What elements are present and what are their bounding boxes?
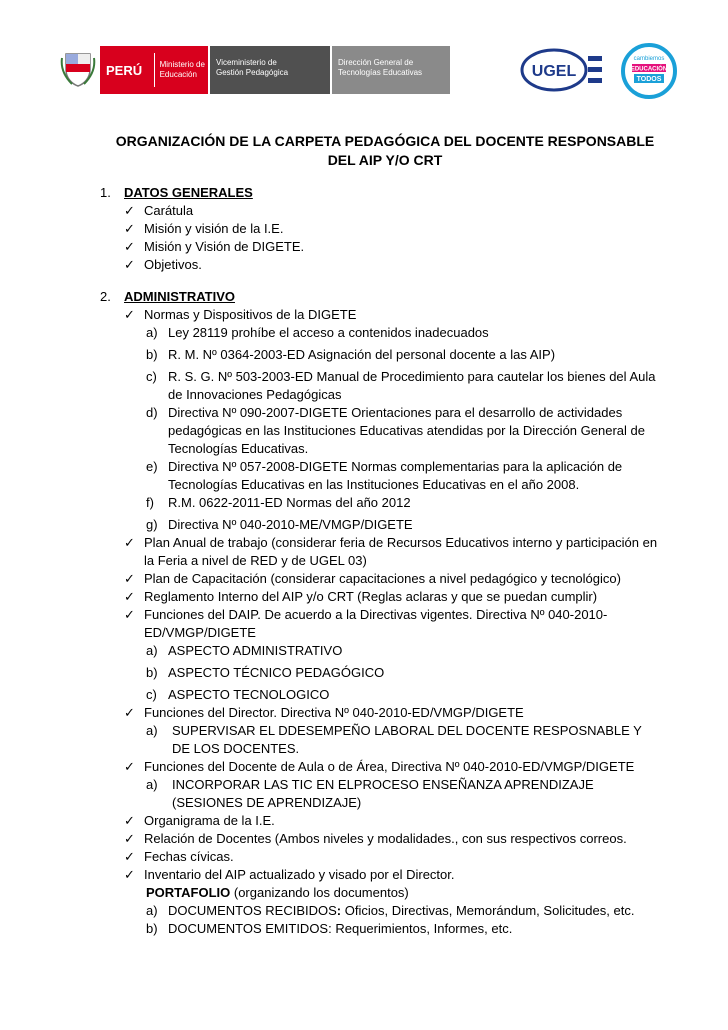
check-icon: ✓ <box>124 239 135 254</box>
document-body <box>100 132 660 938</box>
check-icon: ✓ <box>124 257 135 272</box>
sub-item: b) ASPECTO TÉCNICO PEDAGÓGICO <box>146 665 385 680</box>
check-icon: ✓ <box>124 813 135 828</box>
peru-ministerio-logo <box>100 46 208 94</box>
ministerio-label: Ministerio de Educación <box>159 60 205 79</box>
sub-item: a) Ley 28119 prohíbe el acceso a contenidos inadecuados <box>146 325 489 340</box>
check-icon: ✓ <box>124 831 135 846</box>
sub-item: a) DOCUMENTOS RECIBIDOS: Oficios, Directivas, Memorándum, Solicitudes, etc. <box>146 903 635 918</box>
list-item-funciones-director: ✓ Funciones del Director. Directiva Nº 040-2010-ED/VMGP/DIGETE <box>124 705 524 720</box>
list-item: ✓ Misión y visión de la I.E. <box>124 221 284 236</box>
list-item-plan-capacitacion: ✓ Plan de Capacitación (considerar capacitaciones a nivel pedagógico y tecnológico) <box>124 571 621 586</box>
section-administrativo: 2. ADMINISTRATIVO <box>100 289 235 304</box>
check-icon: ✓ <box>124 849 135 864</box>
ugel-label: UGEL <box>531 63 577 80</box>
sub-item: e) Directiva Nº 057-2008-DIGETE Normas complementarias para la aplicación de Tecnologías Educativas en las Instituciones Educativas en el año 2008. <box>146 459 623 492</box>
list-item-normas: ✓ Normas y Dispositivos de la DIGETE <box>124 307 357 322</box>
sub-item: b) DOCUMENTOS EMITIDOS: Requerimientos, Informes, etc. <box>146 921 513 936</box>
sub-item: c) ASPECTO TECNOLOGICO <box>146 687 330 702</box>
list-item: ✓ Misión y Visión de DIGETE. <box>124 239 305 254</box>
list-item: ✓ Carátula <box>124 203 194 218</box>
list-item-relacion: ✓ Relación de Docentes (Ambos niveles y modalidades., con sus respectivos correos. <box>124 831 627 846</box>
sub-item: b) R. M. Nº 0364-2003-ED Asignación del personal docente a las AIP) <box>146 347 556 362</box>
list-item-inventario: ✓ Inventario del AIP actualizado y visado por el Director. <box>124 867 455 882</box>
svg-text:TODOS: TODOS <box>636 76 662 83</box>
list-item-funciones-daip: ✓ Funciones del DAIP. De acuerdo a la Directivas vigentes. Directiva Nº 040-2010-ED/VMGP/DIGETE <box>124 607 608 640</box>
list-item-organigrama: ✓ Organigrama de la I.E. <box>124 813 275 828</box>
viceministerio-label: Viceministerio de Gestión Pedagógica <box>216 58 289 77</box>
sub-item: a) SUPERVISAR EL DDESEMPEÑO LABORAL DEL DOCENTE RESPOSNABLE Y DE LOS DOCENTES. <box>146 723 642 756</box>
list-item-reglamento: ✓ Reglamento Interno del AIP y/o CRT (Reglas aclaras y que se puedan cumplir) <box>124 589 598 604</box>
sub-item: f) R.M. 0622-2011-ED Normas del año 2012 <box>146 495 411 510</box>
sub-item: a) INCORPORAR LAS TIC EN ELPROCESO ENSEÑANZA APRENDIZAJE (SESIONES DE APRENDIZAJE) <box>146 777 594 810</box>
svg-text:EDUCACIÓN: EDUCACIÓN <box>630 66 668 73</box>
section-datos-generales: 1. DATOS GENERALES <box>100 185 253 200</box>
svg-text:cambiemos: cambiemos <box>633 56 665 62</box>
check-icon: ✓ <box>124 221 135 236</box>
list-item-fechas: ✓ Fechas cívicas. <box>124 849 234 864</box>
list-item-plan-anual: ✓ Plan Anual de trabajo (considerar feria de Recursos Educativos interno y participación en la Feria a nivel de RED y de UGEL 03) <box>124 535 658 568</box>
check-icon: ✓ <box>124 705 135 720</box>
check-icon: ✓ <box>124 571 135 586</box>
check-icon: ✓ <box>124 867 135 882</box>
check-icon: ✓ <box>124 759 135 774</box>
peru-label: PERÚ <box>106 62 143 78</box>
sub-item: a) ASPECTO ADMINISTRATIVO <box>146 643 343 658</box>
ugel-logo <box>520 46 606 94</box>
direccion-label: Dirección General de Tecnologías Educativas <box>338 58 423 77</box>
portafolio-heading: PORTAFOLIO (organizando los documentos) <box>146 885 409 900</box>
header-logos <box>60 42 668 100</box>
viceministerio-banner <box>210 46 330 94</box>
sub-item: d) Directiva Nº 090-2007-DIGETE Orientaciones para el desarrollo de actividades pedagógicas en las Instituciones Educativas atendidas por la Dirección General de Tecnologías Educativas. <box>146 405 645 456</box>
list-item: ✓ Objetivos. <box>124 257 202 272</box>
check-icon: ✓ <box>124 307 135 322</box>
list-item-funciones-docente: ✓ Funciones del Docente de Aula o de Área, Directiva Nº 040-2010-ED/VMGP/DIGETE <box>124 759 635 774</box>
direccion-banner <box>332 46 450 94</box>
check-icon: ✓ <box>124 535 135 550</box>
cambiemos-educacion-logo <box>620 42 678 100</box>
check-icon: ✓ <box>124 607 135 622</box>
peru-coat-of-arms-icon <box>60 48 96 88</box>
check-icon: ✓ <box>124 203 135 218</box>
check-icon: ✓ <box>124 589 135 604</box>
page-title: ORGANIZACIÓN DE LA CARPETA PEDAGÓGICA DEL DOCENTE RESPONSABLE DEL AIP Y/O CRT <box>115 133 655 168</box>
sub-item: c) R. S. G. Nº 503-2003-ED Manual de Procedimiento para cautelar los bienes del Aula de Innovaciones Pedagógicas <box>146 369 656 402</box>
sub-item: g) Directiva Nº 040-2010-ME/VMGP/DIGETE <box>146 517 413 532</box>
